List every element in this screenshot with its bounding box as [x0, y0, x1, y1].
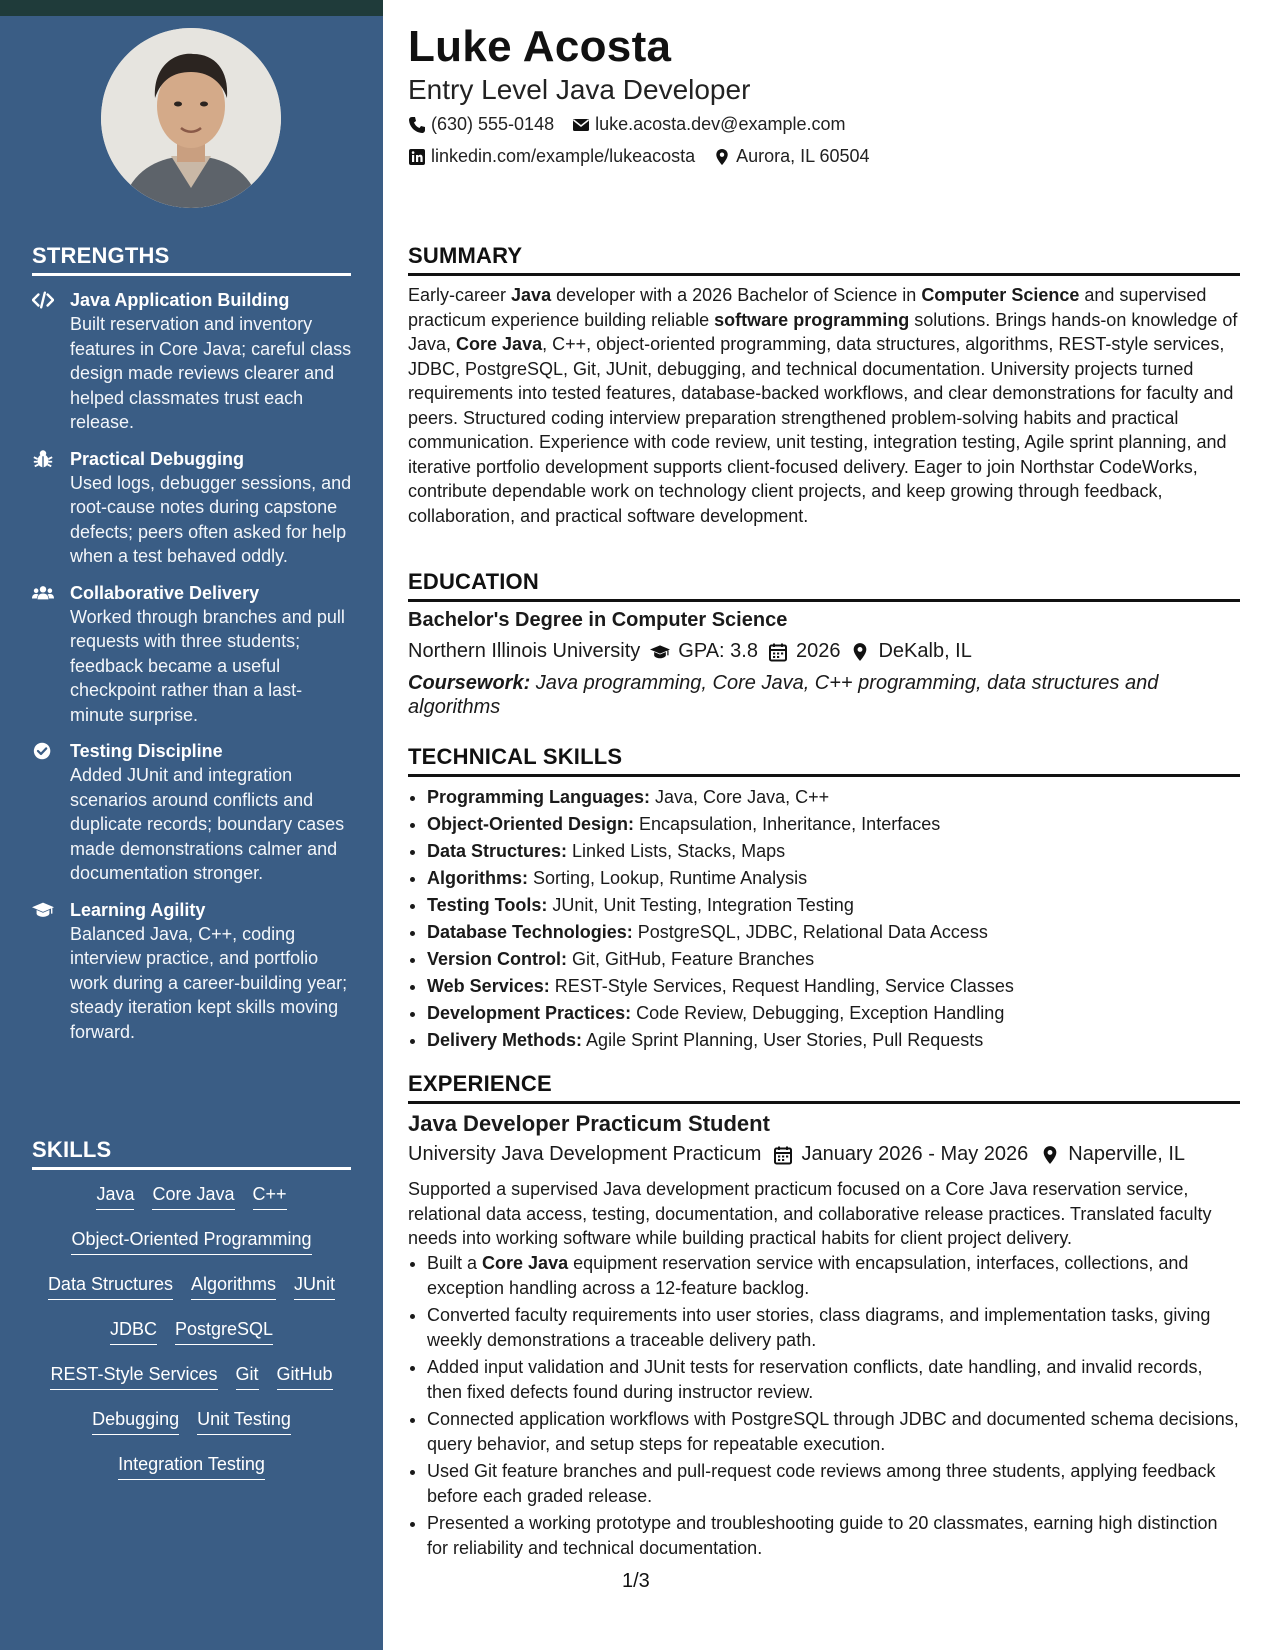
list-item: • Database Technologies: PostgreSQL, JDBC, Relational Data Access [427, 919, 1240, 946]
skill-tag: Data Structures [48, 1272, 173, 1300]
list-item: • Programming Languages: Java, Core Java, C++ [427, 784, 1240, 811]
skill-tag: Git [236, 1362, 259, 1390]
job-meta [408, 1143, 1185, 1166]
page-number: 1/3 [622, 1570, 650, 1592]
experience-heading: EXPERIENCE [408, 1071, 1240, 1104]
job-dates: January 2026 - May 2026 [801, 1143, 1029, 1165]
list-item: • Data Structures: Linked Lists, Stacks, Maps [427, 838, 1240, 865]
coursework-text: Java programming, Core Java, C++ programming, data structures and algorithms [408, 672, 1159, 718]
skill-tag: JDBC [110, 1317, 157, 1345]
strength-description: Worked through branches and pull requests with three students; feedback became a useful checkpoint rather than a last-minute surprise. [70, 606, 345, 725]
calendar-icon [768, 642, 788, 662]
summary-text: Early-career Java developer with a 2026 Bachelor of Science in Computer Science and supervised practicum experience building reliable software programming solutions. Brings hands-on knowledge of Java, Core Java, C++, object-oriented programming, data structures, algorithms, REST-style services, JDBC, PostgreSQL, Git, JUnit, debugging, and technical documentation. University projects turned requirements into tested features, database-backed workflows, and clear demonstrations for faculty and peers. Structured coding interview preparation strengthened problem-solving habits and practical communication. Experience with code review, unit testing, integration testing, Agile sprint planning, and iterative portfolio development supports client-focused delivery. Eager to join Northstar CodeWorks, contribute dependable work on technology client projects, and keep growing through feedback, collaboration, and practical software development. [408, 285, 1238, 526]
strength-item [32, 898, 352, 1045]
coursework-label: Coursework: [408, 672, 531, 694]
email-text: luke.acosta.dev@example.com [595, 114, 846, 134]
graduation-year: 2026 [795, 640, 841, 662]
strength-description: Built reservation and inventory features in Core Java; careful class design made reviews clearer and helped classmates trust each release. [70, 314, 352, 432]
summary-heading: SUMMARY [408, 243, 1240, 276]
list-item: • Development Practices: Code Review, Debugging, Exception Handling [427, 1000, 1240, 1027]
strength-item [32, 447, 352, 569]
phone-contact[interactable] [408, 114, 554, 135]
coursework [408, 671, 1188, 719]
skill-row [32, 1407, 351, 1452]
skill-tag: Integration Testing [118, 1452, 265, 1480]
calendar-icon [773, 1145, 793, 1165]
profile-photo [101, 28, 281, 208]
linkedin-text: linkedin.com/example/lukeacosta [431, 146, 696, 166]
users-icon [32, 583, 56, 603]
list-item: • Connected application workflows with PostgreSQL through JDBC and documented schema decisions, query behavior, and setup steps for repeatable execution. [427, 1407, 1240, 1456]
school-name: Northern Illinois University [408, 640, 641, 662]
strength-description: Used logs, debugger sessions, and root-cause notes during capstone defects; peers often asked for help when a test behaved oddly. [70, 472, 352, 566]
skill-tag: Unit Testing [197, 1407, 291, 1435]
skill-tag: Java [96, 1182, 134, 1210]
skill-tag: REST-Style Services [50, 1362, 217, 1390]
list-item: • Built a Core Java equipment reservation service with encapsulation, interfaces, collections, and exception handling across a 12-feature backlog. [427, 1251, 1240, 1300]
list-item: • Converted faculty requirements into user stories, class diagrams, and implementation tasks, giving weekly demonstrations a traceable delivery path. [427, 1303, 1240, 1352]
skill-tag: C++ [253, 1182, 287, 1210]
job-location-item [1040, 1143, 1185, 1166]
contact-row [408, 146, 870, 167]
education-meta [408, 640, 972, 663]
list-item: • Testing Tools: JUnit, Unit Testing, Integration Testing [427, 892, 1240, 919]
gpa-item [650, 640, 758, 663]
candidate-title: Entry Level Java Developer [408, 74, 751, 105]
skills-tags [32, 1182, 351, 1497]
organization-name: University Java Development Practicum [408, 1143, 762, 1165]
graduation-year-item [768, 640, 841, 663]
strength-title: Collaborative Delivery [70, 582, 260, 603]
school-location: DeKalb, IL [878, 640, 972, 662]
job-location: Naperville, IL [1068, 1143, 1185, 1165]
map-pin-icon [850, 642, 870, 662]
strength-item [32, 581, 352, 728]
list-item: • Presented a working prototype and troubleshooting guide to 20 classmates, earning high distinction for reliability and technical documentation. [427, 1511, 1240, 1560]
linkedin-contact[interactable] [408, 146, 695, 167]
strength-title: Testing Discipline [70, 741, 223, 761]
strengths-heading: STRENGTHS [32, 243, 351, 276]
phone-icon [408, 116, 426, 134]
location-contact [713, 146, 869, 167]
skill-tag: PostgreSQL [175, 1317, 273, 1345]
list-item: • Object-Oriented Design: Encapsulation, Inheritance, Interfaces [427, 811, 1240, 838]
skill-tag: Algorithms [191, 1272, 276, 1300]
skill-tag: Core Java [152, 1182, 234, 1210]
job-bullets [427, 1251, 1240, 1563]
gpa-text: GPA: 3.8 [678, 640, 758, 662]
strength-title: Learning Agility [70, 899, 206, 920]
job-dates-item [773, 1143, 1028, 1166]
linkedin-icon [408, 148, 426, 166]
strength-description: Balanced Java, C++, coding interview practice, and portfolio work during a career-building year; steady iteration kept skills moving forward. [70, 923, 348, 1042]
list-item: • Delivery Methods: Agile Sprint Planning, User Stories, Pull Requests [427, 1027, 1240, 1054]
skill-row [32, 1362, 351, 1407]
map-pin-icon [713, 148, 731, 166]
list-item: • Algorithms: Sorting, Lookup, Runtime Analysis [427, 865, 1240, 892]
sidebar-top-bar [0, 0, 383, 16]
technical-skills-list [427, 784, 1240, 1054]
envelope-icon [572, 116, 590, 134]
job-description: Supported a supervised Java development practicum focused on a Core Java reservation service, relational data access, testing, documentation, and collaborative release practices. Translated faculty needs into working software while building practical habits for client project delivery. [408, 1179, 1212, 1248]
skill-row [32, 1272, 351, 1317]
map-pin-icon [1040, 1145, 1060, 1165]
list-item: • Used Git feature branches and pull-request code reviews among three students, applying feedback before each graded release. [427, 1459, 1240, 1508]
skill-row [32, 1227, 351, 1272]
email-contact[interactable] [572, 114, 845, 135]
graduation-cap-icon [650, 642, 670, 662]
job-role: Java Developer Practicum Student [408, 1111, 770, 1136]
strength-title: Practical Debugging [70, 448, 245, 469]
sidebar [0, 0, 383, 1650]
graduation-cap-icon [32, 900, 56, 920]
bug-icon [32, 449, 56, 469]
list-item: • Added input validation and JUnit tests for reservation conflicts, date handling, and invalid records, then fixed defects found during instructor review. [427, 1355, 1240, 1404]
check-circle-icon [32, 741, 56, 761]
skill-tag: JUnit [294, 1272, 335, 1300]
school-location-item [850, 640, 971, 663]
skills-heading: SKILLS [32, 1137, 351, 1170]
skill-row [32, 1182, 351, 1227]
code-icon [32, 290, 56, 310]
skill-row [32, 1452, 351, 1497]
skill-tag: GitHub [277, 1362, 333, 1390]
skill-tag: Object-Oriented Programming [71, 1227, 311, 1255]
skill-tag: Debugging [92, 1407, 179, 1435]
strengths-list [32, 288, 352, 1056]
phone-text: (630) 555-0148 [431, 114, 555, 134]
strength-item [32, 288, 352, 435]
degree-title: Bachelor's Degree in Computer Science [408, 609, 788, 631]
location-text: Aurora, IL 60504 [736, 146, 870, 166]
technical-skills-heading: TECHNICAL SKILLS [408, 744, 1240, 777]
list-item: • Web Services: REST-Style Services, Request Handling, Service Classes [427, 973, 1240, 1000]
strength-item [32, 739, 352, 886]
skill-row [32, 1317, 351, 1362]
strength-description: Added JUnit and integration scenarios around conflicts and duplicate records; boundary cases made demonstrations calmer and documentation stronger. [70, 765, 345, 883]
contact-row [408, 114, 846, 135]
education-heading: EDUCATION [408, 569, 1240, 602]
list-item: • Version Control: Git, GitHub, Feature Branches [427, 946, 1240, 973]
strength-title: Java Application Building [70, 290, 290, 310]
candidate-name: Luke Acosta [408, 22, 672, 71]
